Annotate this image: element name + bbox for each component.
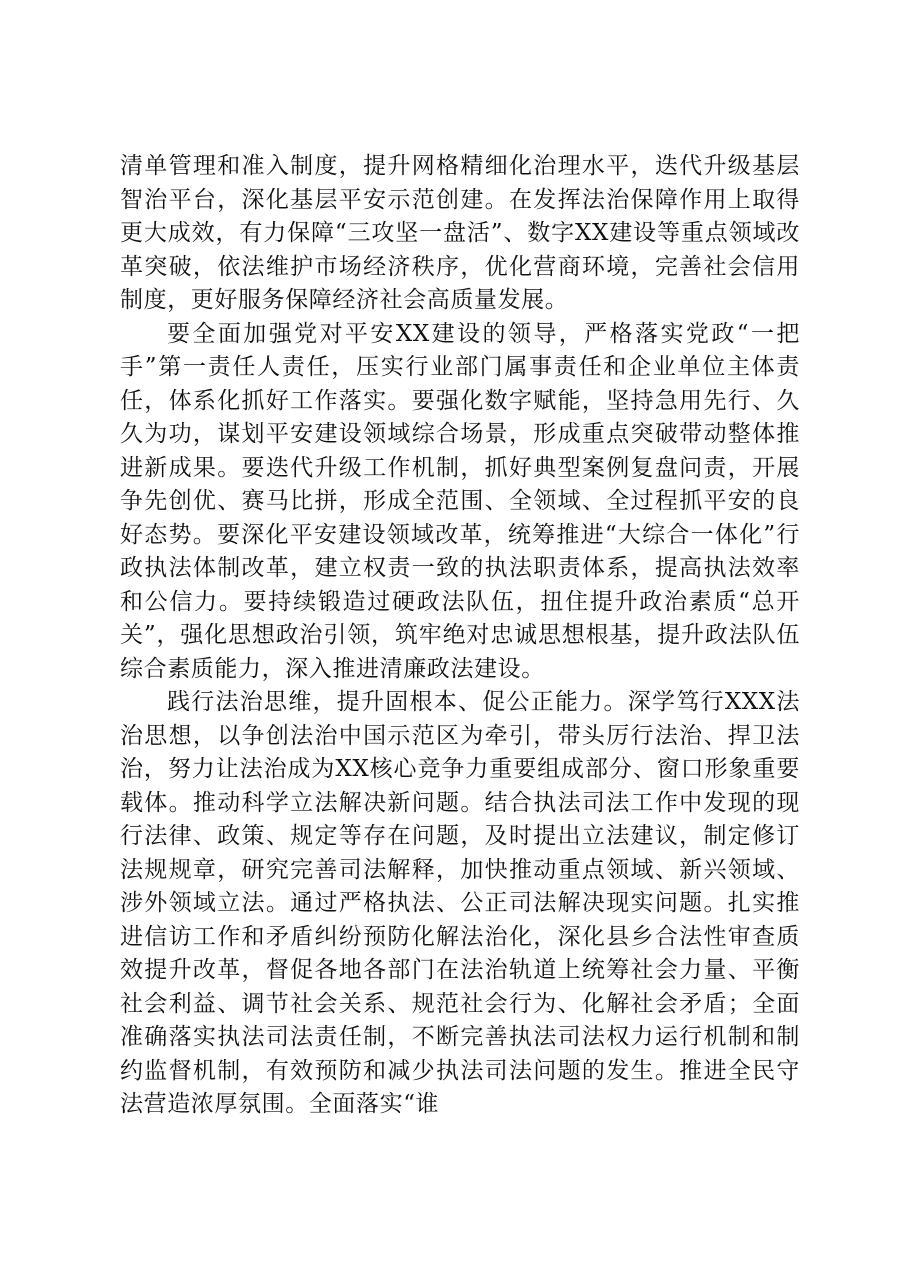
paragraph-3: 践行法治思维，提升固根本、促公正能力。深学笃行XXX法治思想，以争创法治中国示范区为牵引，带头厉行法治、捍卫法治，努力让法治成为XX核心竞争力重要组成部分、窗口形象重要载体。推动科学立法解决新问题。结合执法司法工作中发现的现行法律、政策、规定等存在问题，及时提出立法建议，制定修订法规规章，研究完善司法解释，加快推动重点领域、新兴领域、涉外领域立法。通过严格执法、公正司法解决现实问题。扎实推进信访工作和矛盾纠纷预防化解法治化，深化县乡合法性审查质效提升改革，督促各地各部门在法治轨道上统筹社会力量、平衡社会利益、调节社会关系、规范社会行为、化解社会矛盾；全面准确落实执法司法责任制，不断完善执法司法权力运行机制和制约监督机制，有效预防和减少执法司法问题的发生。推进全民守法营造浓厚氛围。全面落实“谁 [120, 689, 800, 1117]
paragraph-1: 清单管理和准入制度，提升网格精细化治理水平，迭代升级基层智治平台，深化基层平安示范创建。在发挥法治保障作用上取得更大成效，有力保障“三攻坚一盘活”、数字XX建设等重点领域改革突破，依法维护市场经济秩序，优化营商环境，完善社会信用制度，更好服务保障经济社会高质量发展。 [120, 153, 800, 313]
paragraph-2: 要全面加强党对平安XX建设的领导，严格落实党政“一把手”第一责任人责任，压实行业部门属事责任和企业单位主体责任，体系化抓好工作落实。要强化数字赋能，坚持急用先行、久久为功，谋划平安建设领域综合场景，形成重点突破带动整体推进新成果。要迭代升级工作机制，抓好典型案例复盘问责，开展争先创优、赛马比拼，形成全范围、全领域、全过程抓平安的良好态势。要深化平安建设领域改革，统筹推进“大综合一体化”行政执法体制改革，建立权责一致的执法职责体系，提高执法效率和公信力。要持续锻造过硬政法队伍，扭住提升政治素质“总开关”，强化思想政治引领，筑牢绝对忠诚思想根基，提升政法队伍综合素质能力，深入推进清廉政法建设。 [120, 320, 800, 682]
document-body [120, 150, 800, 1122]
